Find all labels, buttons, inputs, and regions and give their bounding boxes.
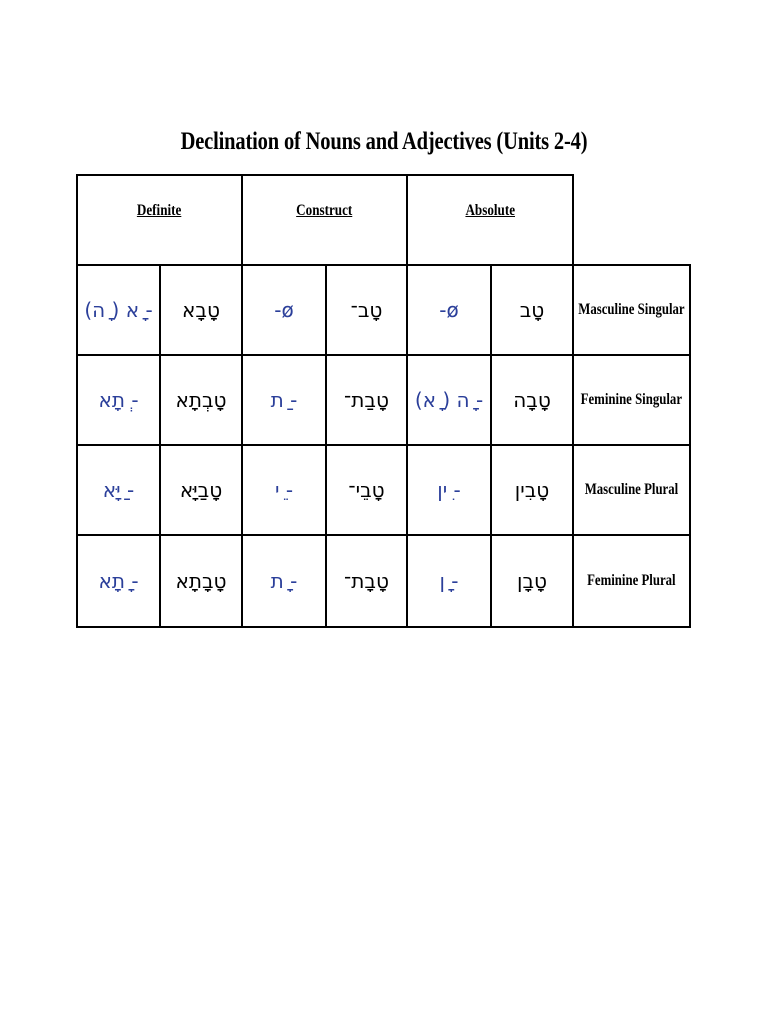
- row-label: Feminine Singular: [580, 391, 683, 408]
- page-title: Declination of Nouns and Adjectives (Units 2-4): [180, 128, 588, 155]
- absolute-form-cell: טָבָן: [492, 536, 574, 626]
- construct-suffix-cell: - ַת: [243, 356, 327, 444]
- column-header-table: [76, 174, 574, 266]
- absolute-form-cell: טָב: [492, 266, 574, 354]
- definite-form-cell: טָבַיָּא: [161, 446, 243, 534]
- table-row: [78, 356, 689, 446]
- construct-suffix-cell: - ֵי: [243, 446, 327, 534]
- absolute-suffix-cell: - ָן: [408, 536, 492, 626]
- table-row: [78, 536, 689, 626]
- definite-form-cell: טָבָא: [161, 266, 243, 354]
- absolute-form-cell: טָבִין: [492, 446, 574, 534]
- absolute-suffix-cell: - ִין: [408, 446, 492, 534]
- table-row: [78, 446, 689, 536]
- table-row: [78, 266, 689, 356]
- absolute-form-cell: טָבָה: [492, 356, 574, 444]
- header-absolute: Absolute: [465, 202, 515, 219]
- definite-form-cell: טָבְתָא: [161, 356, 243, 444]
- construct-suffix-cell: - ָת: [243, 536, 327, 626]
- construct-form-cell: טָב־: [327, 266, 408, 354]
- definite-suffix-cell: - ַיָּא: [78, 446, 161, 534]
- absolute-suffix-cell: - ָה ( ָא): [408, 356, 492, 444]
- declension-table: [76, 264, 691, 628]
- definite-suffix-cell: - ְתָא: [78, 356, 161, 444]
- construct-suffix-cell: ø-: [243, 266, 327, 354]
- row-label: Masculine Singular: [578, 301, 685, 318]
- construct-form-cell: טָבֵי־: [327, 446, 408, 534]
- header-definite: Definite: [78, 176, 243, 266]
- construct-form-cell: טָבַת־: [327, 356, 408, 444]
- header-construct: Construct: [243, 176, 408, 266]
- definite-suffix-cell: - ָתָא: [78, 536, 161, 626]
- row-label: Feminine Plural: [587, 572, 676, 589]
- absolute-suffix-cell: ø-: [408, 266, 492, 354]
- definite-suffix-cell: - ָא ( ָה): [78, 266, 161, 354]
- definite-form-cell: טָבָתָא: [161, 536, 243, 626]
- row-label: Masculine Plural: [584, 481, 679, 498]
- construct-form-cell: טָבָת־: [327, 536, 408, 626]
